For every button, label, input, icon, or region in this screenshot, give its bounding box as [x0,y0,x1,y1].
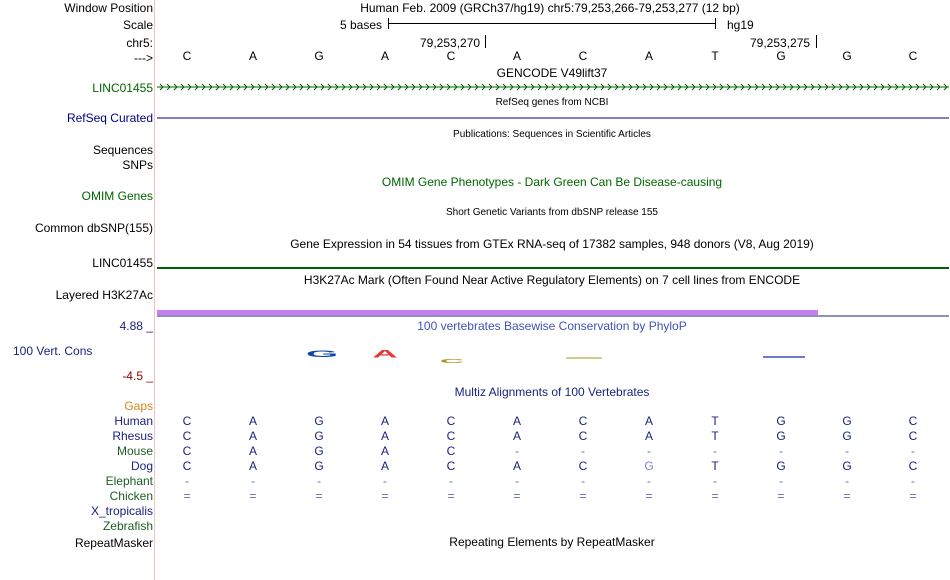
dbsnp-track-title: Short Genetic Variants from dbSNP release 155 [446,207,658,218]
align-cell: - [515,474,519,488]
chr-label: chr5: [126,36,153,50]
refseq-label[interactable]: RefSeq Curated [66,111,153,125]
align-cell: = [909,489,917,503]
align-cell: G [314,459,324,473]
align-cell: = [645,489,653,503]
multiz-track-title: Multiz Alignments of 100 Vertebrates [454,385,650,399]
align-cell: G [644,459,654,473]
align-cell: - [647,474,651,488]
gaps-label: Gaps [124,399,153,413]
align-cell: C [182,459,192,473]
align-cell: - [251,474,255,488]
align-cell: A [512,459,521,473]
align-cell: C [908,459,918,473]
align-cell: - [581,474,585,488]
align-cell: A [248,429,257,443]
species-label-mouse: Mouse [116,444,153,458]
snps-label[interactable]: SNPs [122,158,153,172]
h3k27ac-track-title: H3K27Ac Mark (Often Found Near Active Regulatory Elements) on 7 cell lines from ENCODE [303,273,801,287]
align-cell: = [249,489,257,503]
base-10: G [842,49,852,63]
position-text: Human Feb. 2009 (GRCh37/hg19) chr5:79,253,266-79,253,277 (12 bp) [360,1,740,15]
species-label-human: Human [114,414,153,428]
align-cell: A [644,429,653,443]
base-8: T [711,49,719,63]
species-label-rhesus: Rhesus [112,429,153,443]
align-cell: C [182,414,192,428]
align-cell: G [314,444,324,458]
strand-arrow-label: ---> [134,51,153,65]
base-3: A [380,49,389,63]
align-cell: - [911,474,915,488]
base-2: G [314,49,324,63]
publications-track-title: Publications: Sequences in Scientific Articles [453,129,651,140]
species-label-chicken: Chicken [109,489,153,503]
align-cell: C [908,414,918,428]
scale-text: 5 bases [339,18,383,32]
svg-text:A: A [372,347,398,360]
align-cell: G [776,414,786,428]
align-cell: A [380,459,389,473]
align-cell: - [713,474,717,488]
align-cell: A [644,414,653,428]
align-cell: A [512,429,521,443]
omim-label[interactable]: OMIM Genes [81,189,153,203]
align-cell: C [908,429,918,443]
gtex-track-title: Gene Expression in 54 tissues from GTEx RNA-seq of 17382 samples, 948 donors (V8, Aug 2019) [290,237,814,251]
align-cell: A [248,414,257,428]
align-cell: = [315,489,323,503]
align-cell: T [711,414,719,428]
align-cell: = [513,489,521,503]
align-cell: C [578,414,588,428]
align-cell: G [842,414,852,428]
species-label-dog: Dog [130,459,153,473]
align-cell: = [381,489,389,503]
align-cell: - [845,444,849,458]
align-cell: - [317,474,321,488]
align-cell: = [843,489,851,503]
align-cell: A [512,414,521,428]
align-cell: C [578,429,588,443]
align-cell: C [182,444,192,458]
align-cell: - [713,444,717,458]
align-cell: = [183,489,191,503]
align-cell: G [842,429,852,443]
align-cell: A [248,459,257,473]
layered-h3k27ac-label[interactable]: Layered H3K27Ac [55,288,153,302]
align-cell: - [779,444,783,458]
align-cell: = [711,489,719,503]
gencode-track-title: GENCODE V49lift37 [496,66,608,80]
align-cell: C [446,459,456,473]
repeatmasker-track-title: Repeating Elements by RepeatMasker [449,535,655,549]
align-cell: A [248,444,257,458]
align-cell: G [314,414,324,428]
linc-gene-label[interactable]: LINC01455 [92,81,153,95]
align-cell: - [779,474,783,488]
refseq-track-title: RefSeq genes from NCBI [495,97,609,108]
sequences-label[interactable]: Sequences [92,143,153,157]
base-6: C [578,49,588,63]
cons-max-label: 4.88 _ [119,319,153,333]
align-cell: - [647,444,651,458]
align-cell: C [446,414,456,428]
align-cell: = [777,489,785,503]
align-cell: - [383,474,387,488]
align-cell: G [842,459,852,473]
base-11: C [908,49,918,63]
align-cell: C [182,429,192,443]
align-cell: = [579,489,587,503]
align-cell: A [380,429,389,443]
svg-text:C: C [439,358,465,365]
align-cell: G [314,429,324,443]
align-cell: = [447,489,455,503]
align-cell: T [711,429,719,443]
base-9: G [776,49,786,63]
window-position-label: Window Position [64,1,153,15]
align-cell: C [446,444,456,458]
common-dbsnp-label[interactable]: Common dbSNP(155) [34,221,153,235]
base-7: A [644,49,653,63]
align-cell: G [776,459,786,473]
base-5: A [512,49,521,63]
scale-label: Scale [122,18,153,32]
species-label-elephant: Elephant [105,474,153,488]
align-cell: C [446,429,456,443]
align-cell: T [711,459,719,473]
align-cell: G [776,429,786,443]
align-cell: - [581,444,585,458]
base-1: A [248,49,257,63]
base-4: C [446,49,456,63]
phylop-logo-g [306,347,464,364]
align-cell: C [578,459,588,473]
svg-text:G: G [305,349,339,360]
align-cell: - [845,474,849,488]
coord-label-2: 79,253,275 [750,36,811,50]
phylop-track-title: 100 vertebrates Basewise Conservation by PhyloP [417,319,687,333]
species-label-x_tropicalis: X_tropicalis [90,504,153,518]
cons-track-label[interactable]: 100 Vert. Cons [13,344,93,358]
align-cell: A [380,414,389,428]
gtex-gene-label[interactable]: LINC01455 [92,256,153,270]
base-0: C [182,49,192,63]
align-cell: - [185,474,189,488]
repeatmasker-label[interactable]: RepeatMasker [74,536,153,550]
align-cell: - [911,444,915,458]
coord-label-1: 79,253,270 [420,36,481,50]
scale-assembly: hg19 [727,18,754,32]
cons-min-label: -4.5 _ [122,369,153,383]
align-cell: A [380,444,389,458]
align-cell: - [515,444,519,458]
omim-track-title: OMIM Gene Phenotypes - Dark Green Can Be Disease-causing [381,175,723,189]
align-cell: - [449,474,453,488]
species-label-zebrafish: Zebrafish [102,519,153,533]
